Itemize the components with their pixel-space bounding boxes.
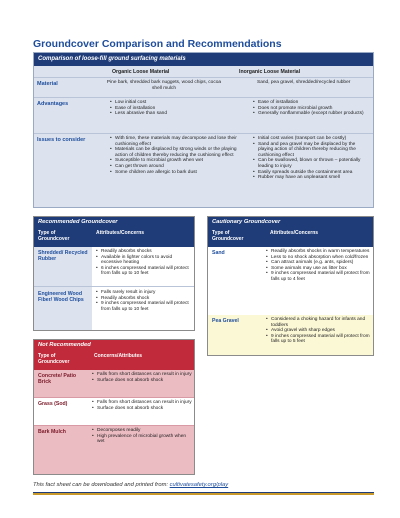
footer-text: This fact sheet can be downloaded and printed from: <box>33 482 170 488</box>
list-item: • Available in lighter colors to avoid excessive heating <box>96 255 192 266</box>
list-item: • 9 inches compressed material will protect from falls up to 5 feet <box>266 334 370 345</box>
list-item: • Avoid gravel with sharp edges <box>266 328 370 334</box>
list-item: • Falls from short distances can result in injury <box>92 372 192 378</box>
list-item: • Does not promote microbial growth <box>253 106 371 112</box>
table-row <box>34 288 194 330</box>
list-item: • Surface does not absorb shock <box>92 406 192 412</box>
row-attributes <box>96 290 192 312</box>
comparison-table-header: Comparison of loose-fill ground surfacing materials <box>34 53 373 66</box>
list-item: • Low initial cost <box>110 100 240 106</box>
column-header-organic: Organic Loose Material <box>112 69 170 75</box>
list-item: • High prevalence of microbial growth when wet <box>92 434 192 445</box>
list-item: • 6 inches compressed material will protect from falls up to 10 feet <box>96 266 192 277</box>
list-item: • Readily absorbs shocks in warm temperatures <box>266 249 370 255</box>
material-organic: Pine bark, shredded bark nuggets, wood chips, cocoa shell mulch <box>106 80 222 91</box>
list-item: • Some animals may use as litter box <box>266 266 370 272</box>
list-item: • Materials can be displaced by strong winds or the playing action of children thereby reducing the cushioning effect <box>110 147 248 158</box>
list-item: • 9 inches compressed material will protect from falls up to 4 feet <box>266 271 370 282</box>
table-row <box>34 426 194 474</box>
row-attributes <box>92 428 192 445</box>
list-item: • Surface does not absorb shock <box>92 378 192 384</box>
row-label: Grass (Sod) <box>38 401 68 407</box>
row-label: Bark Mulch <box>38 429 66 435</box>
list-item: • Falls from short distances can result in injury <box>92 400 192 406</box>
comparison-column-headers <box>34 66 373 77</box>
recommended-header: Recommended Groundcover <box>34 217 194 227</box>
list-item: • Can attract animals (e.g. ants, spiders) <box>266 260 370 266</box>
comparison-row-material <box>34 77 373 97</box>
material-inorganic: Sand, pea gravel, shredded/recycled rubber <box>257 80 351 85</box>
footer-link[interactable]: cultivatesafety.org/play <box>169 482 229 488</box>
list-item: • Readily absorbs shocks <box>96 249 192 255</box>
list-item: • Decomposes readily <box>92 428 192 434</box>
recommended-column-headers <box>34 227 194 247</box>
list-item: • Susceptible to microbial growth when wet <box>110 158 248 164</box>
not-recommended-header: Not Recommended <box>34 340 194 350</box>
column-header-type: Type of Groundcover <box>38 230 70 242</box>
footer-note <box>33 482 228 488</box>
issues-inorganic <box>253 136 371 181</box>
not-recommended-box <box>33 339 195 475</box>
cautionary-groundcover-box <box>207 216 374 356</box>
advantages-organic <box>110 100 240 117</box>
list-item: • Some children are allergic to bark dust <box>110 170 248 176</box>
column-header-inorganic: Inorganic Loose Material <box>239 69 301 75</box>
row-label: Issues to consider <box>37 137 86 143</box>
row-attributes <box>96 249 192 277</box>
column-header-type: Type of Groundcover <box>212 230 244 242</box>
row-label: Engineered Wood Fiber/ Wood Chips <box>38 291 84 303</box>
not-recommended-column-headers <box>34 350 194 370</box>
list-item: • Initial cost varies (transport can be costly) <box>253 136 371 142</box>
column-header-attributes: Attributes/Concerns <box>270 230 319 236</box>
comparison-row-issues <box>34 133 373 207</box>
column-header-type: Type of Groundcover <box>38 353 70 365</box>
row-attributes <box>92 400 192 411</box>
column-header-concerns: Concerns/Attributes <box>94 353 143 359</box>
list-item: • With time, these materials may decompose and lose their cushioning effect <box>110 136 248 147</box>
cautionary-column-headers <box>208 227 373 247</box>
list-item: • Can get thrown around <box>110 164 248 170</box>
list-item: • Can be swallowed, blown or thrown – potentially leading to injury <box>253 158 371 169</box>
row-label: Sand <box>212 250 225 256</box>
list-item: • Readily absorbs shock <box>96 296 192 302</box>
list-item: • Ease of installation <box>110 106 240 112</box>
cautionary-header: Cautionary Groundcover <box>208 217 373 227</box>
footer-divider <box>33 492 374 495</box>
recommended-groundcover-box <box>33 216 195 331</box>
comparison-table <box>33 52 374 208</box>
list-item: • Falls rarely result in injury <box>96 290 192 296</box>
row-label: Concrete/ Patio Brick <box>38 373 77 385</box>
table-row <box>34 370 194 398</box>
table-row <box>34 398 194 426</box>
row-attributes <box>92 372 192 383</box>
row-label: Material <box>37 81 58 87</box>
list-item: • 9 inches compressed material will protect from falls up to 10 feet <box>96 301 192 312</box>
row-attributes <box>266 249 370 283</box>
list-item: • Ease of installation <box>253 100 371 106</box>
row-label: Pea Gravel <box>212 318 239 324</box>
list-item: • Less to no shock absorption when cold/frozen <box>266 255 370 261</box>
table-row <box>34 247 194 287</box>
list-item: • Rubber may have an unpleasant smell <box>253 175 371 181</box>
comparison-row-advantages <box>34 97 373 133</box>
list-item: • Considered a choking hazard for infants and toddlers <box>266 317 370 328</box>
list-item: • Sand and pea gravel may be displaced by the playing action of children thereby reducing the cushioning effect <box>253 142 371 159</box>
table-row <box>208 247 373 315</box>
table-row <box>208 315 373 355</box>
list-item: • Less abrasive than sand <box>110 111 240 117</box>
page-title: Groundcover Comparison and Recommendations <box>33 38 282 50</box>
row-label: Advantages <box>37 101 69 107</box>
row-attributes <box>266 317 370 345</box>
row-label: Shredded/ Recycled Rubber <box>38 250 88 262</box>
list-item: • Generally nonflammable (except rubber products) <box>253 111 371 117</box>
column-header-attributes: Attributes/Concerns <box>96 230 145 236</box>
advantages-inorganic <box>253 100 371 117</box>
issues-organic <box>110 136 248 175</box>
list-item: • Easily spreads outside the containment area <box>253 170 371 176</box>
